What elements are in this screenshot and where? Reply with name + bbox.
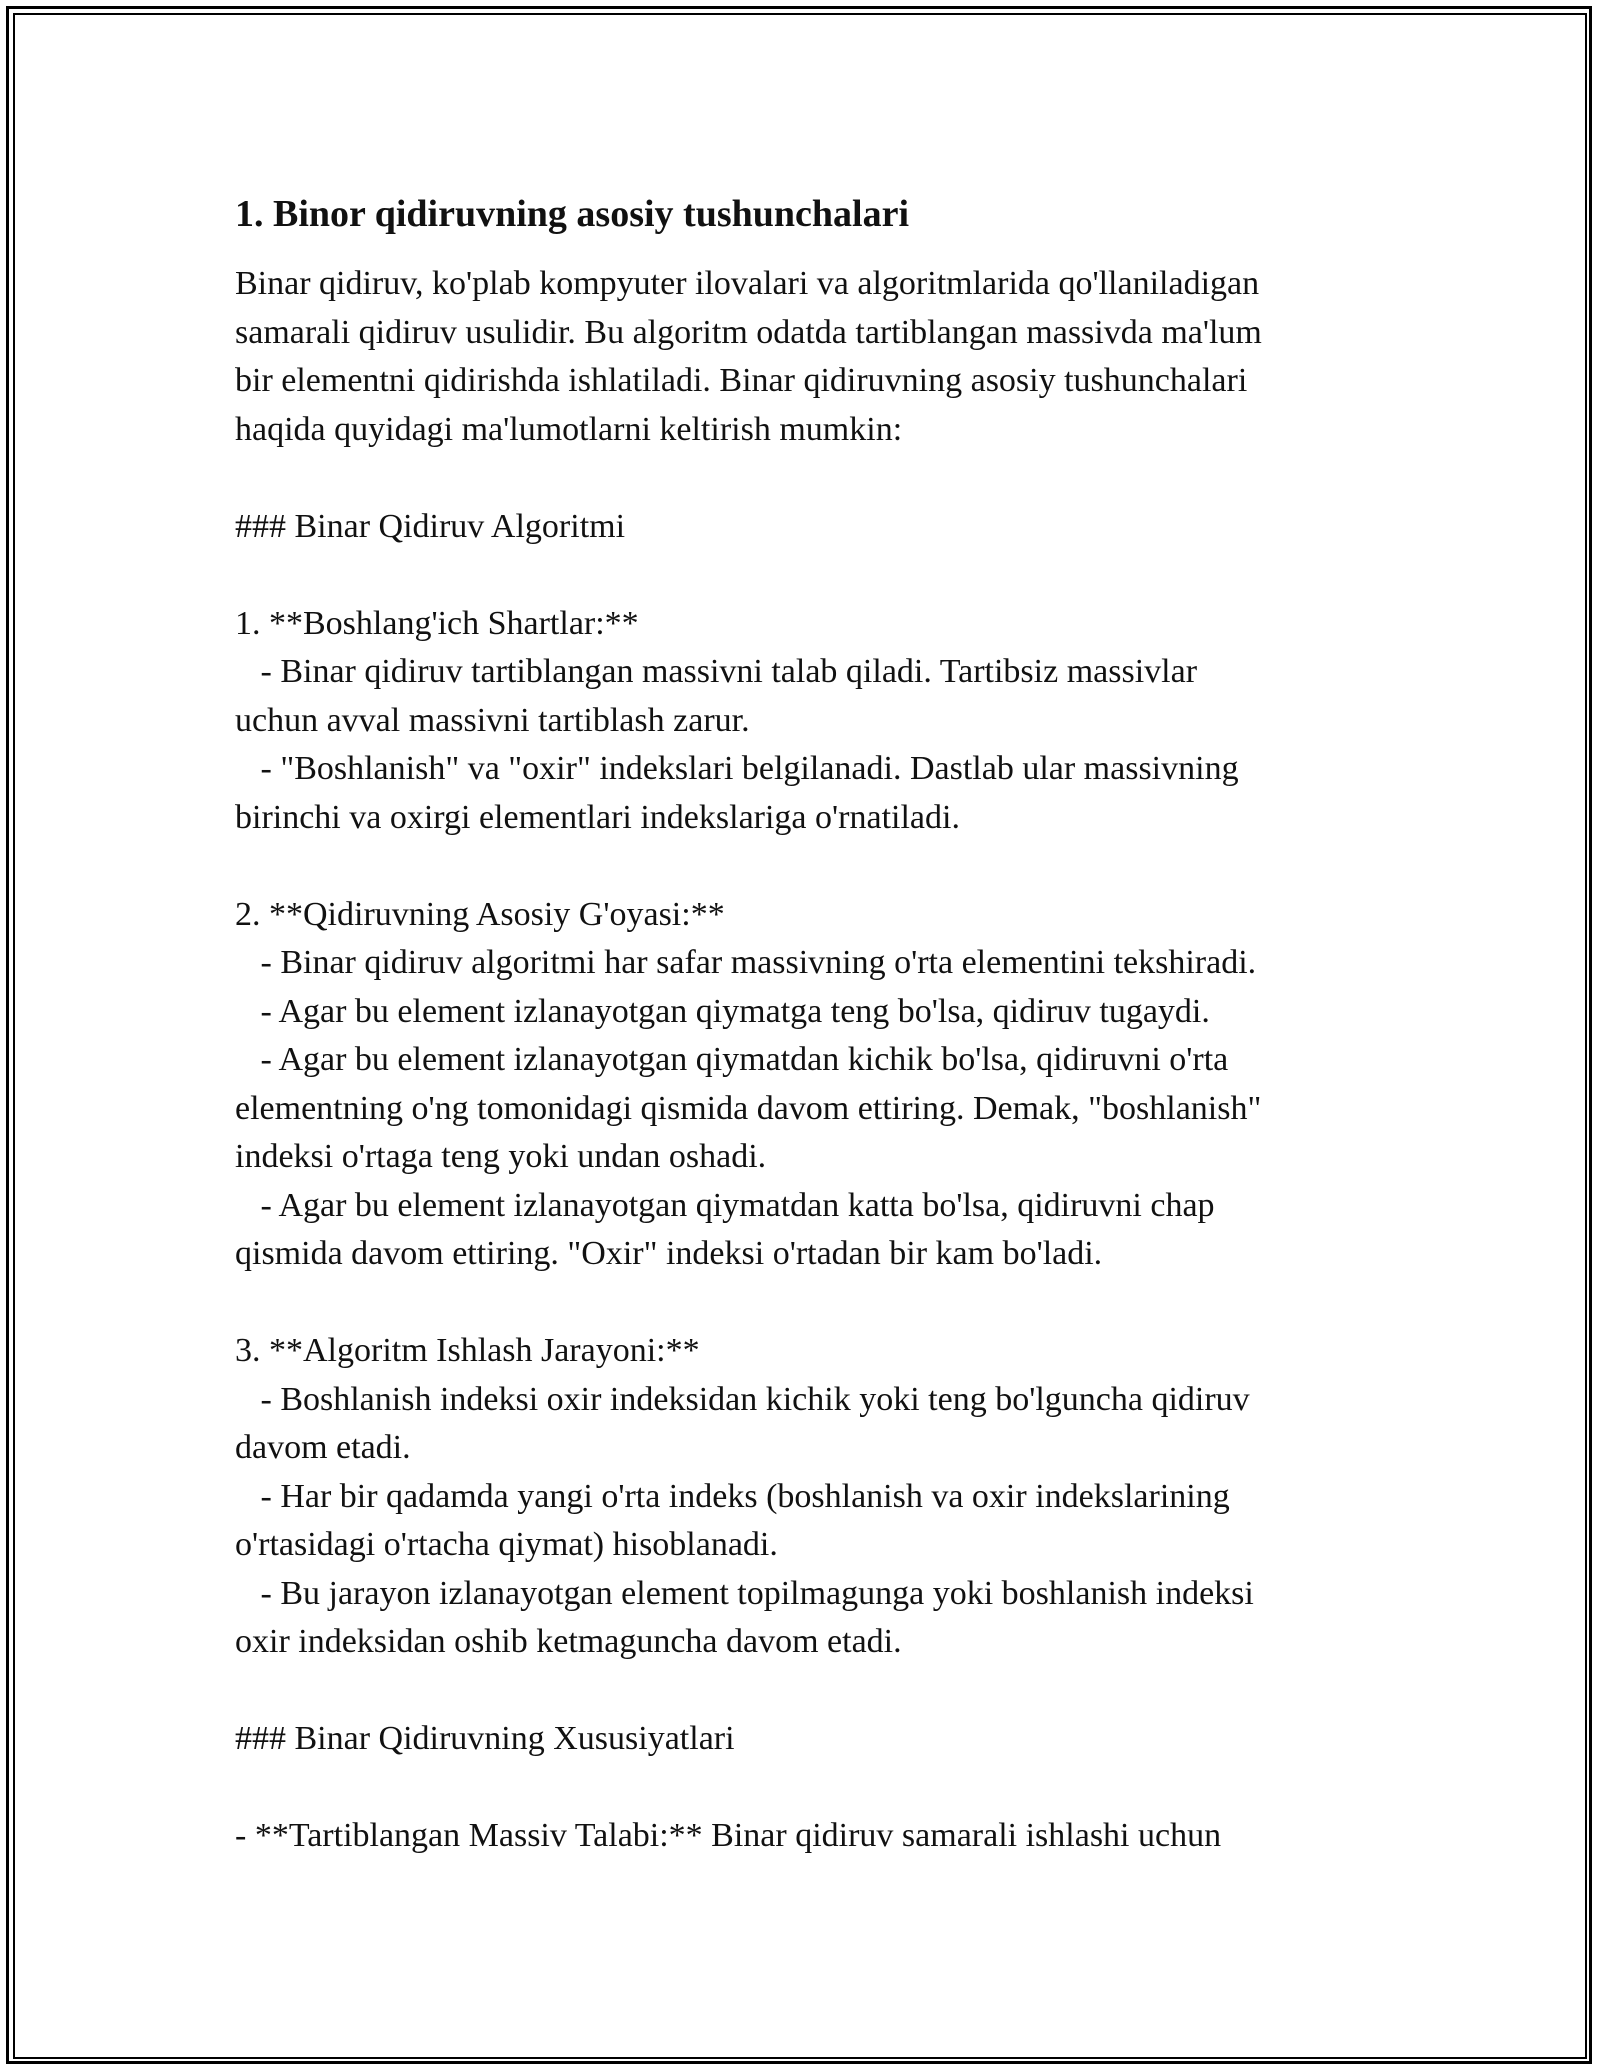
- subheading-algorithm: ### Binar Qidiruv Algoritmi: [235, 507, 626, 545]
- paragraph-gap: [235, 1764, 1385, 1813]
- section-heading: 1. Binor qidiruvning asosiy tushunchalari: [235, 193, 910, 235]
- list-item-process: 3. **Algoritm Ishlash Jarayoni:** - Boshlanish indeksi oxir indeksidan kichik yoki teng bo'lguncha qidiruv davom etadi. - Har bir qadamda yangi o'rta indeks (boshlanish va oxir indekslarining o'rtasidagi o'rtacha qiymat) hisoblanadi. - Bu jarayon izlanayotgan element topilmagunga yoki boshlanish indeksi oxir indeksidan oshib ketmaguncha davom etadi.: [235, 1332, 1254, 1660]
- paragraph-gap: [235, 454, 1385, 503]
- paragraph-gap: [235, 1279, 1385, 1328]
- paragraph-gap: [235, 1667, 1385, 1716]
- intro-paragraph: Binar qidiruv, ko'plab kompyuter ilovalari va algoritmlarida qo'llaniladigan samarali qidiruv usulidir. Bu algoritm odatda tartiblangan massivda ma'lum bir elementni qidirishda ishlatiladi. Binar qidiruvning asosiy tushunchalari haqida quyidagi ma'lumotlarni keltirish mumkin:: [235, 265, 1262, 448]
- document-body: [235, 186, 1385, 1861]
- subheading-features: ### Binar Qidiruvning Xususiyatlari: [235, 1720, 735, 1757]
- list-item-main-idea: 2. **Qidiruvning Asosiy G'oyasi:** - Binar qidiruv algoritmi har safar massivning o'rta elementini tekshiradi. - Agar bu element izlanayotgan qiymatga teng bo'lsa, qidiruv tugaydi. - Agar bu element izlanayotgan qiymatdan kichik bo'lsa, qidiruvni o'rta elementning o'ng tomonidagi qismida davom ettiring. Demak, "boshlanish" indeksi o'rtaga teng yoki undan oshadi. - Agar bu element izlanayotgan qiymatdan katta bo'lsa, qidiruvni chap qismida davom ettiring. "Oxir" indeksi o'rtadan bir kam bo'ladi.: [235, 895, 1262, 1272]
- list-item-sorted-array: - **Tartiblangan Massiv Talabi:** Binar qidiruv samarali ishlashi uchun: [235, 1817, 1222, 1854]
- paragraph-gap: [235, 551, 1385, 600]
- paragraph-gap: [235, 842, 1385, 891]
- list-item-initial-conditions: 1. **Boshlang'ich Shartlar:** - Binar qidiruv tartiblangan massivni talab qiladi. Tartibsiz massivlar uchun avval massivni tartiblash zarur. - "Boshlanish" va "oxir" indekslari belgilanadi. Dastlab ular massivning birinchi va oxirgi elementlari indekslariga o'rnatiladi.: [235, 604, 1239, 836]
